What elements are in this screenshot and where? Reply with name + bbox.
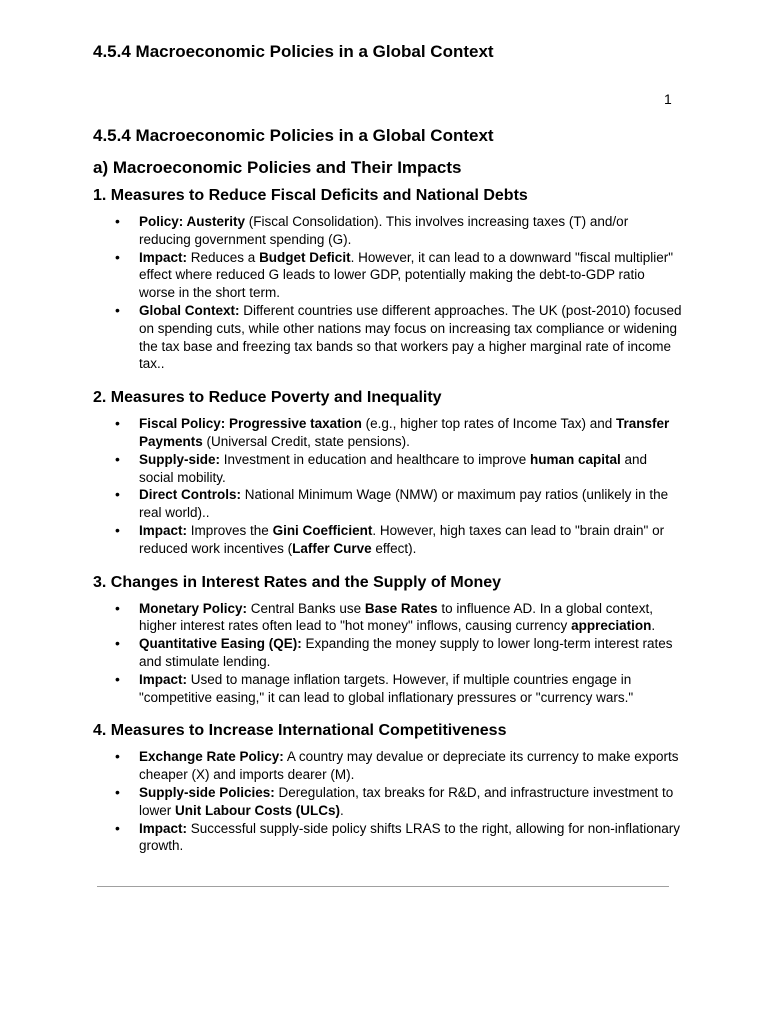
bullet-item — [93, 671, 683, 707]
bold-term: Policy: Austerity — [139, 214, 246, 229]
sections-container — [93, 185, 683, 855]
bold-term: Impact: — [139, 671, 188, 687]
bullet-item — [93, 302, 683, 373]
bold-term: Base Rates — [364, 600, 438, 616]
bold-term: Supply-side: — [139, 451, 221, 467]
bold-term: human capital — [529, 451, 621, 467]
subsection-title: 4. Measures to Increase International Competitiveness — [93, 722, 507, 740]
bullet-text: National Minimum Wage (NMW) or maximum pay ratios (unlikely in the real world).. — [139, 487, 669, 521]
bullet-item — [93, 522, 683, 558]
bullet-list — [93, 213, 683, 373]
bold-term: Transfer Payments — [139, 416, 670, 449]
bold-term: Monetary Policy: — [139, 600, 248, 616]
document-title: 4.5.4 Macroeconomic Policies in a Global Context — [93, 126, 494, 145]
bold-term: Exchange Rate Policy: — [139, 749, 284, 765]
bold-term: Quantitative Easing (QE): — [139, 636, 302, 652]
bold-term: Direct Controls: — [139, 487, 242, 503]
bullet-item — [93, 600, 683, 636]
subsection-title: 1. Measures to Reduce Fiscal Deficits and National Debts — [93, 187, 528, 204]
bullet-list — [93, 415, 683, 557]
bullet-text: (Fiscal Consolidation). This involves increasing taxes (T) and/or reducing government spending (G). — [139, 214, 629, 247]
section-block — [93, 720, 683, 855]
bullet-item — [93, 451, 683, 487]
bullet-list — [93, 748, 683, 855]
bullet-item — [93, 784, 683, 820]
bullet-text: to influence AD. In a global context, higher interest rates often lead to "hot money" inflows, causing currency — [139, 600, 654, 634]
bold-term: Budget Deficit — [259, 249, 351, 265]
bullet-item — [93, 486, 683, 522]
bold-term: appreciation — [571, 618, 652, 634]
page-divider — [97, 886, 669, 887]
document-body — [93, 125, 683, 869]
section-block — [93, 387, 683, 557]
bullet-text: Reduces a — [187, 249, 260, 265]
bullet-text: . However, it can lead to a downward "fiscal multiplier" effect where reduced G leads to lower GDP, potentially making the debt-to-GDP ratio worse in the short term. — [139, 249, 674, 301]
bullet-list — [93, 600, 683, 707]
bullet-text: Central Banks use — [247, 600, 365, 616]
bullet-text: . — [651, 618, 656, 634]
bold-term: Impact: — [139, 249, 188, 265]
bold-term: Global Context: — [139, 302, 240, 318]
bullet-item — [93, 820, 683, 856]
page-number: 1 — [664, 91, 672, 107]
section-block — [93, 185, 683, 373]
bold-term: Fiscal Policy: Progressive taxation — [139, 416, 362, 432]
bullet-item — [93, 249, 683, 302]
section-block — [93, 572, 683, 707]
bullet-text: and social mobility. — [139, 451, 648, 485]
bullet-text: . However, high taxes can lead to "brain drain" or reduced work incentives ( — [139, 522, 665, 556]
bullet-text: Successful supply-side policy shifts LRAS to the right, allowing for non-inflationary growth. — [139, 820, 681, 854]
bullet-text: Expanding the money supply to lower long-term interest rates and stimulate lending. — [139, 636, 673, 669]
bold-term: Laffer Curve — [292, 540, 372, 556]
page-header: 4.5.4 Macroeconomic Policies in a Global Context — [93, 42, 494, 61]
bullet-item — [93, 213, 683, 249]
subsection-title: 3. Changes in Interest Rates and the Supply of Money — [93, 573, 502, 591]
bullet-item — [93, 748, 683, 784]
bullet-text: Investment in education and healthcare to improve — [220, 451, 530, 467]
subsection-title: 2. Measures to Reduce Poverty and Inequality — [93, 389, 442, 407]
section-heading: a) Macroeconomic Policies and Their Impacts — [93, 158, 462, 177]
bullet-text: (e.g., higher top rates of Income Tax) and — [361, 416, 616, 432]
bold-term: Unit Labour Costs (ULCs) — [175, 802, 341, 818]
bullet-text: effect). — [371, 540, 417, 556]
bullet-text: . — [340, 802, 344, 818]
bold-term: Impact: — [139, 522, 188, 538]
bold-term: Gini Coefficient — [272, 522, 373, 538]
bullet-text: Improves the — [187, 522, 273, 538]
bold-term: Impact: — [139, 820, 188, 836]
bullet-text: (Universal Credit, state pensions). — [202, 433, 410, 449]
bullet-item — [93, 635, 683, 671]
bullet-text: Used to manage inflation targets. However, if multiple countries engage in "competitive easing," it can lead to global inflationary pressures or "currency wars." — [139, 671, 634, 705]
bullet-text: A country may devalue or depreciate its currency to make exports cheaper (X) and imports dearer (M). — [139, 749, 679, 783]
bullet-text: Different countries use different approaches. The UK (post-2010) focused on spending cuts, while other nations may focus on increasing tax compliance or widening the tax base and freezing tax bands so that workers pay a higher marginal rate of income tax.. — [139, 302, 682, 372]
bullet-text: Deregulation, tax breaks for R&D, and infrastructure investment to lower — [139, 784, 674, 818]
bullet-item — [93, 415, 683, 451]
bold-term: Supply-side Policies: — [139, 784, 275, 800]
